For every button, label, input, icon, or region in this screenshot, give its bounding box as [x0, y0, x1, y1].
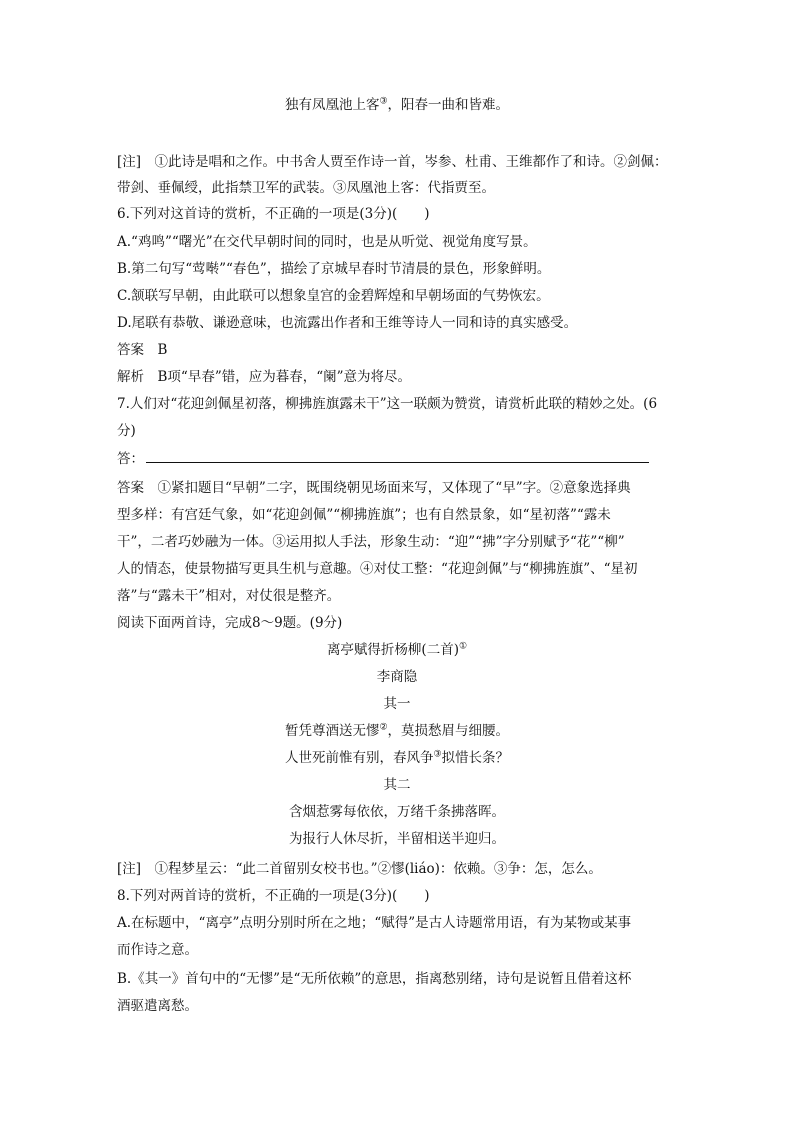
q7-answer-line: 型多样：有宫廷气象，如“花迎剑佩”“柳拂旌旗”；也有自然景象，如“星初落”“露未: [117, 507, 611, 523]
poem-part-1-line-1: 暂凭尊酒送无憀②，莫损愁眉与细腰。: [284, 722, 510, 739]
q8-option-a-cont: 而作诗之意。: [117, 942, 198, 958]
poem-last-line: 独有凤凰池上客③，阳春一曲和皆难。: [284, 96, 510, 113]
poem-part-2-line-2: 为报行人休尽折，半留相送半迎归。: [289, 831, 505, 847]
question-8-stem: 8.下列对两首诗的赏析，不正确的一项是(3分)( ): [117, 888, 430, 904]
q6-option-c: C.颔联写早朝，由此联可以想象皇宫的金碧辉煌和早朝场面的气势恢宏。: [117, 288, 550, 304]
q6-analysis: 解析 B项“早春”错，应为暮春，“阑”意为将尽。: [117, 369, 412, 385]
poem-part-2-line-1: 含烟惹雾每依依，万绪千条拂落晖。: [289, 804, 505, 820]
note-line-2: 带剑、垂佩绶，此指禁卫军的武装。③凤凰池上客：代指贾至。: [117, 180, 495, 196]
q8-option-b-cont: 酒驱遣离愁。: [117, 998, 198, 1014]
q6-option-d: D.尾联有恭敬、谦逊意味，也流露出作者和王维等诗人一同和诗的真实感受。: [117, 315, 578, 331]
answer-underline: [146, 448, 649, 463]
q7-answer-blank: 答：: [117, 448, 677, 469]
poem-part-1-line-2: 人世死前惟有别，春风争③拟惜长条？: [284, 749, 510, 766]
poem-note: [注] ①程梦星云：“此二首留别女校书也。”②憀(liáo)：依赖。③争：怎，怎么。: [117, 861, 602, 877]
q6-answer: 答案 B: [117, 342, 168, 358]
question-7-stem: 7.人们对“花迎剑佩星初落，柳拂旌旗露未干”这一联颇为赞赏，请赏析此联的精妙之处。(6: [117, 396, 658, 412]
poem-part-2-heading: 其二: [383, 777, 411, 793]
q7-answer-line: 落”与“露未干”相对，对仗很是整齐。: [117, 588, 341, 604]
poem-title: 离亭赋得折杨柳(二首)①: [326, 641, 468, 658]
q7-answer-line: 干”，二者巧妙融为一体。③运用拟人手法，形象生动：“迎”“拂”字分别赋予“花”“柳”: [117, 534, 625, 550]
question-7-stem-cont: 分): [117, 423, 136, 439]
note-line-1: [注] ①此诗是唱和之作。中书舍人贾至作诗一首，岑参、杜甫、王维都作了和诗。②剑佩：: [117, 154, 668, 170]
q8-option-b: B.《其一》首句中的“无憀”是“无所依赖”的意思，指离愁别绪，诗句是说暂且借着这杯: [117, 971, 632, 987]
q6-option-b: B.第二句写“莺啭”“春色”，描绘了京城早春时节清晨的景色，形象鲜明。: [117, 261, 551, 277]
reading-intro: 阅读下面两首诗，完成8～9题。(9分): [117, 615, 343, 631]
q6-option-a: A.“鸡鸣”“曙光”在交代早朝时间的同时，也是从听觉、视觉角度写景。: [117, 234, 537, 250]
q7-answer-line: 答案 ①紧扣题目“早朝”二字，既围绕朝见场面来写，又体现了“早”字。②意象选择典: [117, 480, 631, 496]
poem-part-1-heading: 其一: [383, 696, 411, 712]
q8-option-a: A.在标题中，“离亭”点明分别时所在之地；“赋得”是古人诗题常用语，有为某物或某事: [117, 915, 632, 931]
q7-answer-line: 人的情态，使景物描写更具生机与意趣。④对仗工整：“花迎剑佩”与“柳拂旌旗”、“星初: [117, 561, 638, 577]
question-6-stem: 6.下列对这首诗的赏析，不正确的一项是(3分)( ): [117, 206, 430, 222]
poem-author: 李商隐: [376, 669, 418, 685]
